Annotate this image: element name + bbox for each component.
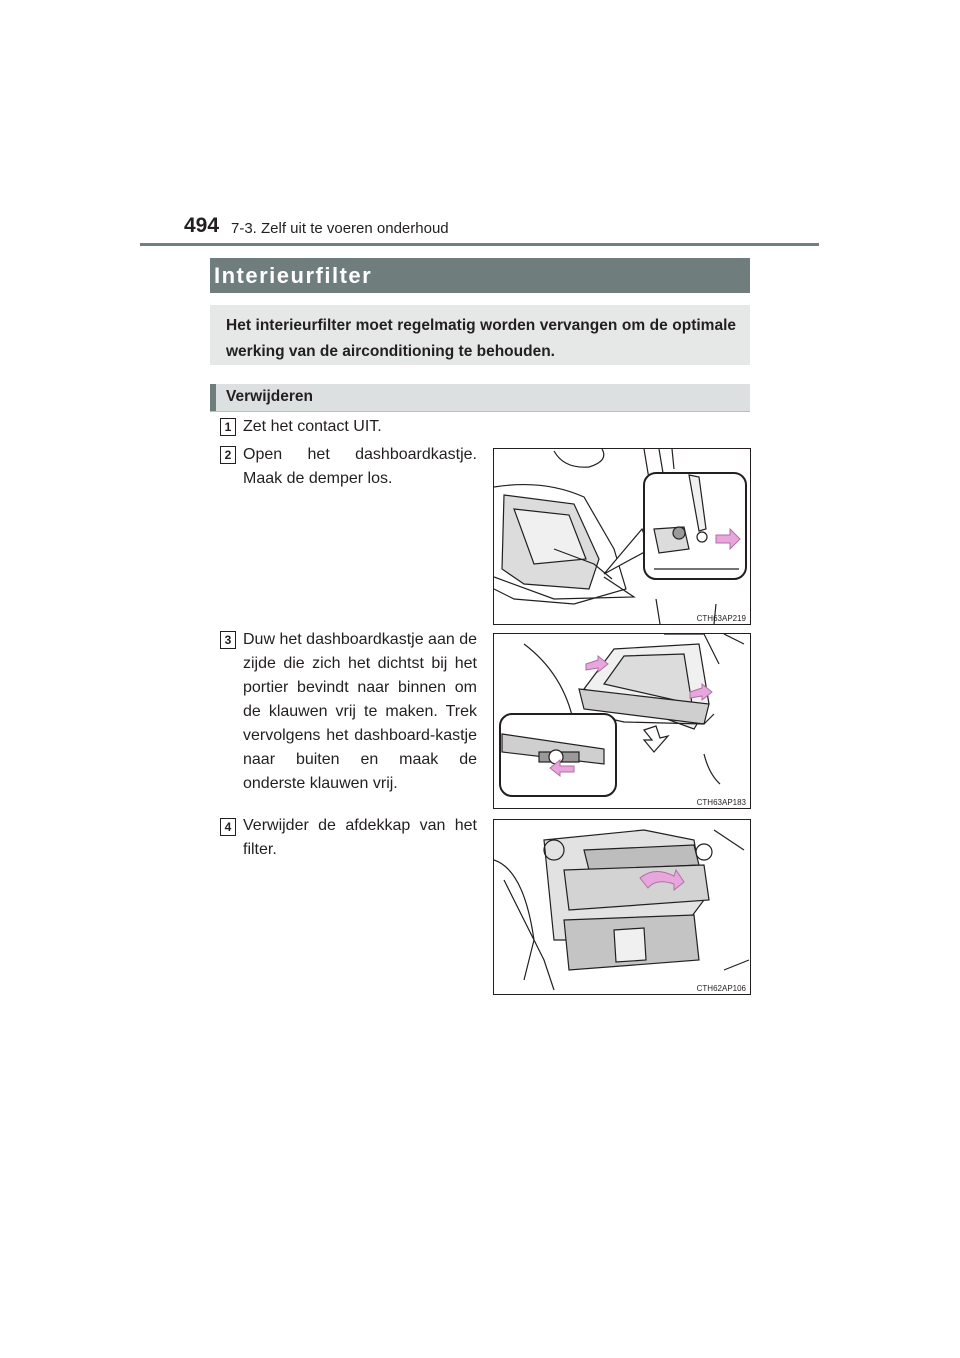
subsection-title: Verwijderen: [226, 388, 314, 405]
subsection-bar: [210, 384, 750, 412]
title-bar: [210, 258, 750, 293]
header-divider: [140, 243, 819, 246]
step-text-3: Duw het dashboardkastje aan de zijde die zich het dichtst bij het portier bevindt naar binnen om de klauwen vrij te maken. Trek vervolgens het dashboard-kastje naar buiten en maak de onderste klauwen vrij.: [243, 631, 477, 792]
glovebox-claws-illustration: [494, 634, 750, 808]
intro-text: Het interieurfilter moet regelmatig worden vervangen om de optimale werking van de airconditioning te behouden.: [226, 317, 736, 360]
page-number: 494: [184, 214, 220, 237]
figure-filter-cover: [493, 819, 751, 995]
figure-glovebox-claws: [493, 633, 751, 809]
glovebox-damper-illustration: [494, 449, 750, 624]
step-number-2: 2: [220, 446, 236, 464]
intro-box: [210, 305, 750, 365]
page-title: Interieurfilter: [214, 263, 373, 288]
step-text-1: Zet het contact UIT.: [243, 418, 382, 435]
figure-code-3: CTH62AP106: [696, 984, 746, 993]
subsection-accent: [210, 384, 216, 411]
filter-cover-illustration: [494, 820, 750, 994]
step-text-4: Verwijder de afdekkap van het filter.: [243, 817, 477, 858]
step-number-4: 4: [220, 818, 236, 836]
figure-code-2: CTH63AP183: [696, 798, 746, 807]
step-text-2: Open het dashboardkastje. Maak de demper los.: [243, 446, 477, 487]
figure-glovebox-damper: [493, 448, 751, 625]
step-number-3: 3: [220, 631, 236, 649]
step-number-1: 1: [220, 418, 236, 436]
figure-code-1: CTH63AP219: [696, 614, 746, 623]
section-header: 7-3. Zelf uit te voeren onderhoud: [231, 220, 449, 237]
